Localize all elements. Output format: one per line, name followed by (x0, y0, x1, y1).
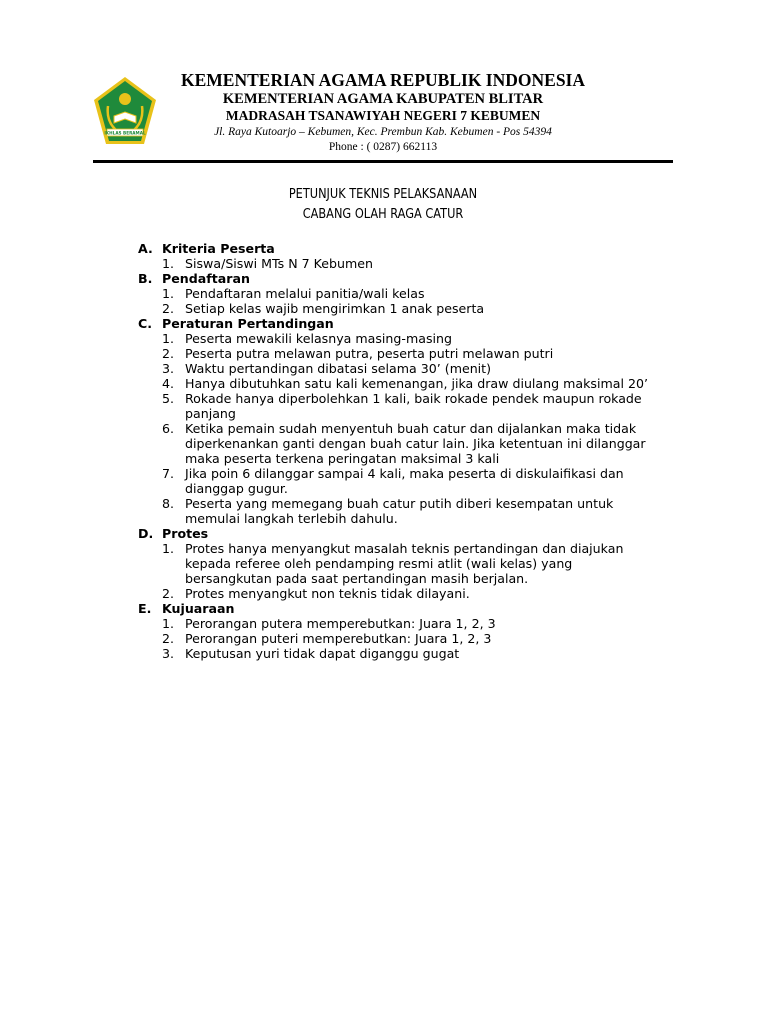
section (138, 316, 658, 526)
section-heading (138, 271, 658, 286)
list-item (162, 301, 658, 316)
section-item-list (138, 256, 658, 271)
list-item (162, 331, 658, 346)
list-item-number: 4. (162, 376, 175, 391)
list-item (162, 646, 658, 661)
ministry-logo (92, 76, 158, 146)
section-heading-text: Pendaftaran (162, 271, 250, 286)
list-item-number: 6. (162, 421, 175, 436)
list-item-number: 3. (162, 646, 175, 661)
list-item-number: 2. (162, 586, 175, 601)
list-item (162, 286, 658, 301)
list-item-number: 2. (162, 301, 175, 316)
section-heading (138, 526, 658, 541)
list-item-text: Protes hanya menyangkut masalah teknis pertandingan dan diajukan kepada referee oleh pendamping resmi atlit (wali kelas) yang bersangkutan pada saat pertandingan masih berjalan. (185, 541, 624, 586)
section-heading-text: Protes (162, 526, 209, 541)
list-item (162, 391, 658, 421)
list-item (162, 256, 658, 271)
list-item (162, 346, 658, 361)
list-item-text: Peserta yang memegang buah catur putih diberi kesempatan untuk memulai langkah terlebih dahulu. (185, 496, 614, 526)
section-letter: B. (138, 271, 153, 286)
document-title (134, 185, 633, 225)
list-item-text: Setiap kelas wajib mengirimkan 1 anak peserta (185, 301, 485, 316)
letterhead-divider (93, 160, 673, 163)
section-heading (138, 241, 658, 256)
list-item (162, 616, 658, 631)
list-item-number: 1. (162, 616, 175, 631)
section (138, 271, 658, 316)
list-item-number: 1. (162, 541, 175, 556)
section-letter: E. (138, 601, 152, 616)
list-item-number: 1. (162, 286, 175, 301)
section-letter: D. (138, 526, 154, 541)
list-item-text: Perorangan putera memperebutkan: Juara 1, 2, 3 (185, 616, 496, 631)
section (138, 601, 658, 661)
document-body (138, 241, 658, 661)
section (138, 526, 658, 601)
list-item-text: Pendaftaran melalui panitia/wali kelas (185, 286, 425, 301)
section-item-list (138, 286, 658, 316)
list-item-text: Siswa/Siswi MTs N 7 Kebumen (185, 256, 374, 271)
list-item-text: Peserta putra melawan putra, peserta putri melawan putri (185, 346, 554, 361)
list-item-text: Jika poin 6 dilanggar sampai 4 kali, maka peserta di diskulaifikasi dan dianggap gugur. (185, 466, 624, 496)
list-item-number: 2. (162, 631, 175, 646)
list-item (162, 421, 658, 466)
list-item (162, 586, 658, 601)
section-heading (138, 601, 658, 616)
list-item (162, 466, 658, 496)
list-item (162, 376, 658, 391)
section-heading-text: Kujuaraan (162, 601, 235, 616)
school-name: MADRASAH TSANAWIYAH NEGERI 7 KEBUMEN (225, 108, 541, 123)
section-item-list (138, 541, 658, 601)
list-item (162, 361, 658, 376)
list-item-number: 8. (162, 496, 175, 511)
letterhead (160, 70, 606, 154)
section-item-list (138, 331, 658, 526)
list-item-number: 3. (162, 361, 175, 376)
list-item (162, 496, 658, 526)
section-heading-text: Peraturan Pertandingan (162, 316, 334, 331)
list-item-text: Keputusan yuri tidak dapat diganggu gugat (185, 646, 460, 661)
section-letter: C. (138, 316, 153, 331)
list-item-text: Perorangan puteri memperebutkan: Juara 1, 2, 3 (185, 631, 492, 646)
list-item-number: 7. (162, 466, 175, 481)
list-item-number: 2. (162, 346, 175, 361)
school-phone: Phone : ( 0287) 662113 (328, 141, 438, 153)
list-item-text: Waktu pertandingan dibatasi selama 30’ (menit) (185, 361, 492, 376)
list-item-number: 5. (162, 391, 175, 406)
list-item-number: 1. (162, 256, 175, 271)
list-item-text: Ketika pemain sudah menyentuh buah catur dan dijalankan maka tidak diperkenankan ganti dengan buah catur lain. Jika ketentuan ini dilanggar maka peserta terkena peringatan maksimal 3 kali (185, 421, 646, 466)
list-item-text: Peserta mewakili kelasnya masing-masing (185, 331, 452, 346)
section-item-list (138, 616, 658, 661)
list-item (162, 631, 658, 646)
list-item-text: Protes menyangkut non teknis tidak dilayani. (185, 586, 470, 601)
ministry-emblem-icon (92, 76, 158, 146)
logo-motto: IKHLAS BERAMAL (104, 130, 146, 136)
title-line-1: PETUNJUK TEKNIS PELAKSANAAN (288, 187, 478, 202)
list-item-number: 1. (162, 331, 175, 346)
section-letter: A. (138, 241, 153, 256)
section (138, 241, 658, 271)
list-item-text: Rokade hanya diperbolehkan 1 kali, baik rokade pendek maupun rokade panjang (185, 391, 642, 421)
list-item (162, 541, 658, 586)
school-address: Jl. Raya Kutoarjo – Kebumen, Kec. Prembun Kab. Kebumen - Pos 54394 (214, 126, 552, 138)
title-line-2: CABANG OLAH RAGA CATUR (302, 207, 464, 222)
ministry-name: KEMENTERIAN AGAMA REPUBLIK INDONESIA (180, 70, 585, 90)
list-item-text: Hanya dibutuhkan satu kali kemenangan, jika draw diulang maksimal 20’ (185, 376, 648, 391)
section-heading (138, 316, 658, 331)
section-heading-text: Kriteria Peserta (162, 241, 275, 256)
regional-office-name: KEMENTERIAN AGAMA KABUPATEN BLITAR (222, 91, 544, 107)
